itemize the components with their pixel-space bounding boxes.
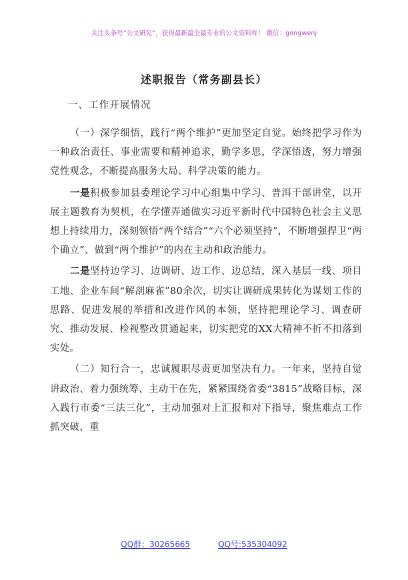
qq-number-link[interactable]: QQ号:535304092 xyxy=(218,540,288,549)
paragraph-3 xyxy=(50,262,362,358)
section-heading: 一、工作开展情况 xyxy=(68,100,152,111)
promo-banner xyxy=(0,28,408,37)
paragraph-4: （二）知行合一，忠诚履职尽责更加坚决有力。一年来，坚持自觉讲政治、着力强统筹、主动干在先，紧紧围绕省委“3815”战略目标，深入践行市委“三法三化”，主动加强对上汇报和对下指导，聚焦难点工作抓突破、重 xyxy=(50,364,362,434)
promo-text: 关注头条号“公文研究”，获得最新最全最专业的公文资料库！ 微信： xyxy=(91,30,286,37)
document-body xyxy=(50,100,362,439)
paragraph-2 xyxy=(50,184,362,261)
paragraph-2-text: 积极参加县委理论学习中心组集中学习、普洱干部讲堂，以开展主题教育为契机，在学懂弄通做实习近平新时代中国特色社会主义思想上持续用力，深刻领悟“两个结合”“六个必须坚持”，不断增强捍卫“两个确立”、做到“两个维护”的内在主动和政治能力。 xyxy=(50,187,363,257)
point-marker-2: 二是 xyxy=(70,266,91,278)
point-marker-1: 一是 xyxy=(70,187,91,199)
qq-group-link[interactable]: QQ群：30265665 xyxy=(120,540,191,549)
wechat-link[interactable]: gongwenj xyxy=(285,30,317,37)
footer-contact xyxy=(0,539,408,550)
document-title: 述职报告（常务副县长） xyxy=(140,74,268,86)
paragraph-1: （一）深学细悟，践行“两个维护”更加坚定自觉。始终把学习作为一种政治责任、事业需要和精神追求，勤学多思，学深悟透，努力增强党性观念，不断提高服务大局、科学决策的能力。 xyxy=(50,128,362,178)
paragraph-3-text: 坚持边学习、边调研、边工作、边总结，深入基层一线、项目工地、企业车间“解剖麻雀”80余次，切实让调研成果转化为谋划工作的思路、促进发展的举措和改进作风的本领，坚持把理论学习、调查研究、推动发展、检视整改贯通起来，切实把党的XX大精神不折不扣落到实处。 xyxy=(50,266,363,355)
